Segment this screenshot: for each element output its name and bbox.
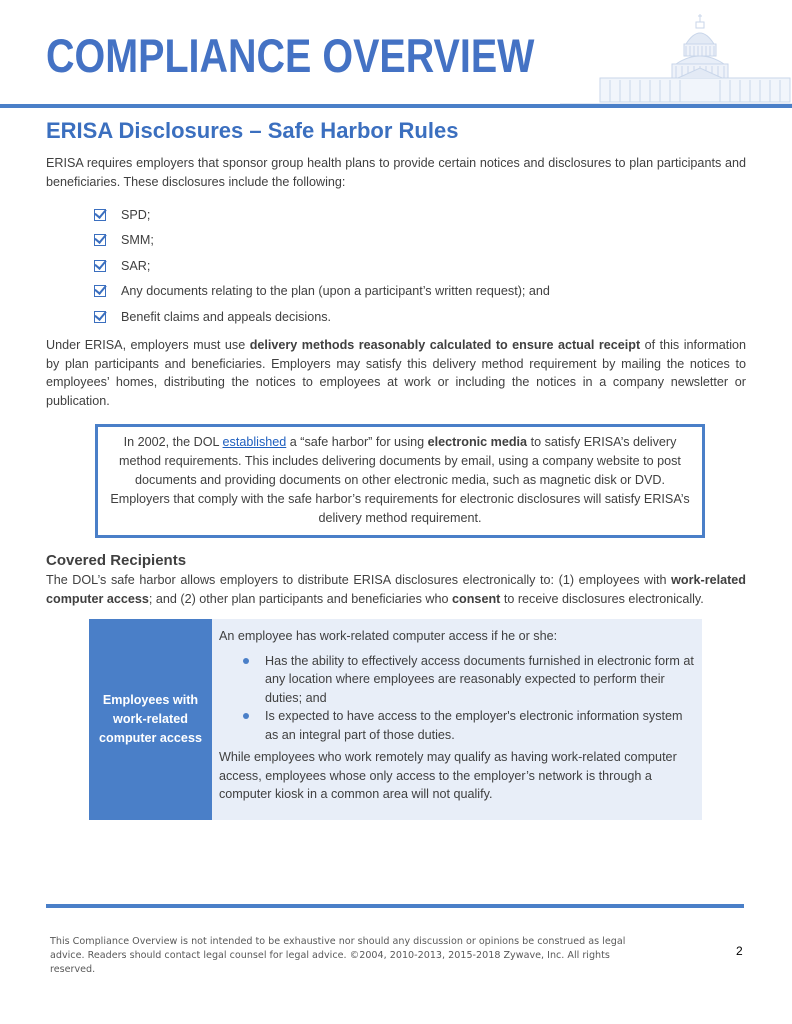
covered-recipients-paragraph <box>46 571 746 608</box>
table-content-cell <box>212 619 702 820</box>
disclosure-checklist <box>94 202 744 330</box>
header-title: COMPLIANCE OVERVIEW <box>46 29 535 82</box>
checkbox-icon <box>94 260 106 272</box>
checkbox-icon <box>94 234 106 246</box>
checkbox-icon <box>94 209 106 221</box>
list-item: Has the ability to effectively access documents furnished in electronic form at any location where employees are reasonably expected to perform their duties; and <box>219 652 694 708</box>
callout-text <box>110 433 690 528</box>
table-label-cell: Employees with work-related computer access <box>89 619 212 820</box>
table-lead-text: An employee has work-related computer access if he or she: <box>219 629 558 643</box>
checklist-item <box>94 202 744 228</box>
recipients-text-mid: ; and (2) other plan participants and beneficiaries who <box>148 591 453 606</box>
checklist-item <box>94 279 744 305</box>
footer-rule <box>46 904 744 908</box>
checklist-item-label: SMM; <box>121 233 154 248</box>
checklist-item-label: Benefit claims and appeals decisions. <box>121 309 332 324</box>
checklist-item <box>94 253 744 279</box>
checklist-item-label: SPD; <box>121 207 151 222</box>
delivery-text-post: of this information by plan participants and beneficiaries. Employers may satisfy this delivery method requirement by mailing the notices to employees’ homes, distributing the notices to employees at work or including the notices in a company newsletter or publication. <box>46 338 747 408</box>
delivery-paragraph <box>46 336 746 410</box>
callout-text-mid: a “safe harbor” for using <box>286 435 428 449</box>
list-item: Is expected to have access to the employer's electronic information system as an integral part of those duties. <box>219 707 694 744</box>
table-bullet-list <box>219 652 694 745</box>
page-header <box>0 0 792 112</box>
recipients-text-bold2: consent <box>452 591 501 606</box>
established-link[interactable]: established <box>222 435 287 449</box>
callout-text-post: to satisfy ERISA’s delivery method requirements. This includes delivering documents by email, using a company website to post documents and providing documents on other electronic media, such as magnetic disk or DVD. Employers that comply with the safe harbor’s requirements for electronic disclosures will satisfy ERISA’s delivery method requirement. <box>110 435 690 525</box>
delivery-text-bold: delivery methods reasonably calculated to ensure actual receipt <box>249 338 641 352</box>
header-rule <box>0 104 792 108</box>
recipients-text-post: to receive disclosures electronically. <box>500 591 704 606</box>
checklist-item <box>94 228 744 254</box>
intro-paragraph: ERISA requires employers that sponsor group health plans to provide certain notices and disclosures to plan participants and beneficiaries. These disclosures include the following: <box>46 156 746 189</box>
delivery-text-pre: Under ERISA, employers must use <box>46 338 250 352</box>
covered-recipients-heading: Covered Recipients <box>46 552 187 569</box>
checklist-item-label: Any documents relating to the plan (upon a participant’s written request); and <box>121 284 550 299</box>
checkbox-icon <box>94 285 106 297</box>
checklist-item-label: SAR; <box>121 258 151 273</box>
recipients-text-bold1: work-related computer access <box>46 573 746 606</box>
callout-text-pre: In 2002, the DOL <box>123 435 223 449</box>
callout-text-bold: electronic media <box>427 435 528 449</box>
footer-disclaimer: This Compliance Overview is not intended to be exhaustive nor should any discussion or opinions be construed as legal advice. Readers should contact legal counsel for legal advice. ©2004, 2010-2013, 2015-2018 Zywave, Inc. All rights reserved. <box>50 936 626 975</box>
capitol-building-image <box>560 8 792 108</box>
computer-access-table <box>89 619 702 820</box>
checkbox-icon <box>94 311 106 323</box>
table-closing-text: While employees who work remotely may qualify as having work-related computer access, employees whose only access to the employer’s network is through a computer kiosk in a common area will not qualify. <box>219 750 677 801</box>
recipients-text-pre: The DOL’s safe harbor allows employers to distribute ERISA disclosures electronically to: (1) employees with <box>46 573 672 587</box>
section-title: ERISA Disclosures – Safe Harbor Rules <box>46 118 459 143</box>
safe-harbor-callout-box <box>95 424 705 538</box>
checklist-item <box>94 304 744 330</box>
page-number: 2 <box>736 944 743 958</box>
